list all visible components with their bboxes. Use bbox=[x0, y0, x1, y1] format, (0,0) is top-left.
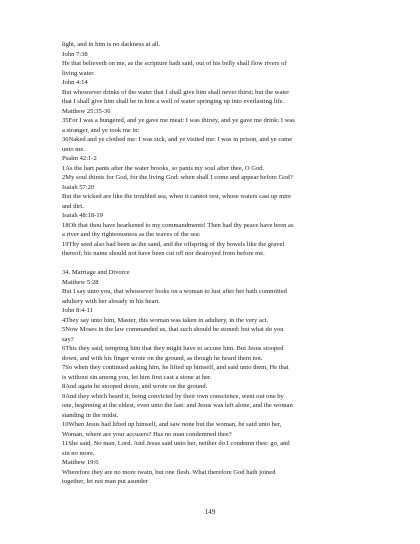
text-line: Matthew 5:28 bbox=[62, 278, 99, 286]
text-line: a stranger, and ye took me in: bbox=[62, 126, 140, 134]
text-line: together, let not man put asunder bbox=[62, 478, 148, 485]
text-line: and dirt. bbox=[62, 202, 84, 210]
text-line: 35For I was a hungered, and ye gave me meat: I was thirsty, and ye gave me drink: I was bbox=[62, 117, 295, 124]
text-line: 5Now Moses in the law commanded us, that such should be stoned: but what do you bbox=[62, 326, 284, 333]
text-line: 8And again he stooped down, and wrote on the ground. bbox=[62, 383, 208, 390]
text-line: living water. bbox=[62, 69, 95, 77]
text-line: 19Thy seed also had been as the sand, and the offspring of thy bowels like the gravel bbox=[62, 240, 285, 248]
text-line: 11She said, No man, Lord. And Jesus said unto her, neither do I condemn thee: go, and bbox=[62, 440, 290, 447]
text-line: light, and in him is no darkness at all. bbox=[62, 41, 161, 48]
text-line: John 7:38 bbox=[62, 50, 88, 58]
text-line: 36Naked and ye clothed me: I was sick, and ye visited me: I was in prison, and ye came bbox=[62, 136, 293, 143]
page-number: 149 bbox=[204, 508, 216, 516]
text-line: But the wicked are like the troubled sea, when it cannot rest, whose waters cast up mire bbox=[62, 193, 292, 200]
text-line: 6This they said, tempting him that they might have to accuse him. But Jesus stooped bbox=[62, 345, 284, 352]
text-line: one, beginning at the eldest, even unto the last: and Jesus was left alone, and the woman bbox=[62, 402, 293, 409]
text-line: standing in the midst. bbox=[62, 411, 119, 419]
text-line: Isaiah 48:18-19 bbox=[62, 212, 103, 219]
text-line: unto me. bbox=[62, 145, 85, 153]
text-line: Matthew 25:35-36 bbox=[62, 107, 111, 115]
text-line: 34. Marriage and Divorce bbox=[62, 269, 130, 276]
text-line: John 4:14 bbox=[62, 79, 88, 86]
text-line: Wherefore they are no more twain, but one flesh. What therefore God hath joined bbox=[62, 468, 276, 476]
text-line: Matthew 19:6 bbox=[62, 459, 99, 466]
text-line: 1As the hart pants after the water brooks, so pants my soul after thee, O God. bbox=[62, 164, 265, 172]
text-line: down, and with his finger wrote on the ground, as though he heard them not. bbox=[62, 354, 263, 362]
paragraph-gap bbox=[62, 259, 372, 269]
text-line: say? bbox=[62, 335, 74, 343]
text-line: But whosoever drinks of the water that I shall give him shall never thirst; but the water bbox=[62, 88, 290, 96]
text-line: But I say unto you, that whosoever looks on a woman to lust after her hath committed bbox=[62, 288, 287, 295]
text-line: He that believeth on me, as the scripture hath said, out of his belly shall flow rivers of bbox=[62, 60, 287, 67]
text-line: Psalm 42:1-2 bbox=[62, 155, 97, 162]
text-line: Woman, where are your accusers? Has no man condemned thee? bbox=[62, 430, 232, 438]
text-line: John 8:4-11 bbox=[62, 307, 93, 314]
text-line: 7So when they continued asking him, he lifted up himself, and said unto them, He that bbox=[62, 364, 289, 371]
text-line: is without sin among you, let him first cast a stone at her. bbox=[62, 373, 212, 381]
text-line: that I shall give him shall be in him a well of water springing up into everlasting life. bbox=[62, 98, 285, 105]
text-line: sin no more. bbox=[62, 449, 95, 457]
text-line: 9And they which heard it, being convicted by their own conscience, went out one by bbox=[62, 392, 284, 400]
text-line: 4They say unto him, Master, this woman was taken in adultery, in the very act. bbox=[62, 316, 269, 324]
page-text bbox=[62, 40, 372, 487]
text-line: adultery with her already in his heart. bbox=[62, 297, 160, 305]
text-line: a river and thy righteousness as the waves of the sea: bbox=[62, 231, 201, 238]
text-line: thereof; his name should not have been cut off nor destroyed from before me. bbox=[62, 250, 265, 257]
text-line: 18Oh that thou have hearkened to my commandments! Then had thy peace have been as bbox=[62, 221, 294, 229]
text-line: 10When Jesus had lifted up himself, and saw none but the woman, he said unto her, bbox=[62, 421, 282, 428]
text-line: Isaiah 57:20 bbox=[62, 183, 95, 191]
text-line: 2My soul thirsts for God, for the living God: when shall I come and appear before God? bbox=[62, 174, 293, 181]
